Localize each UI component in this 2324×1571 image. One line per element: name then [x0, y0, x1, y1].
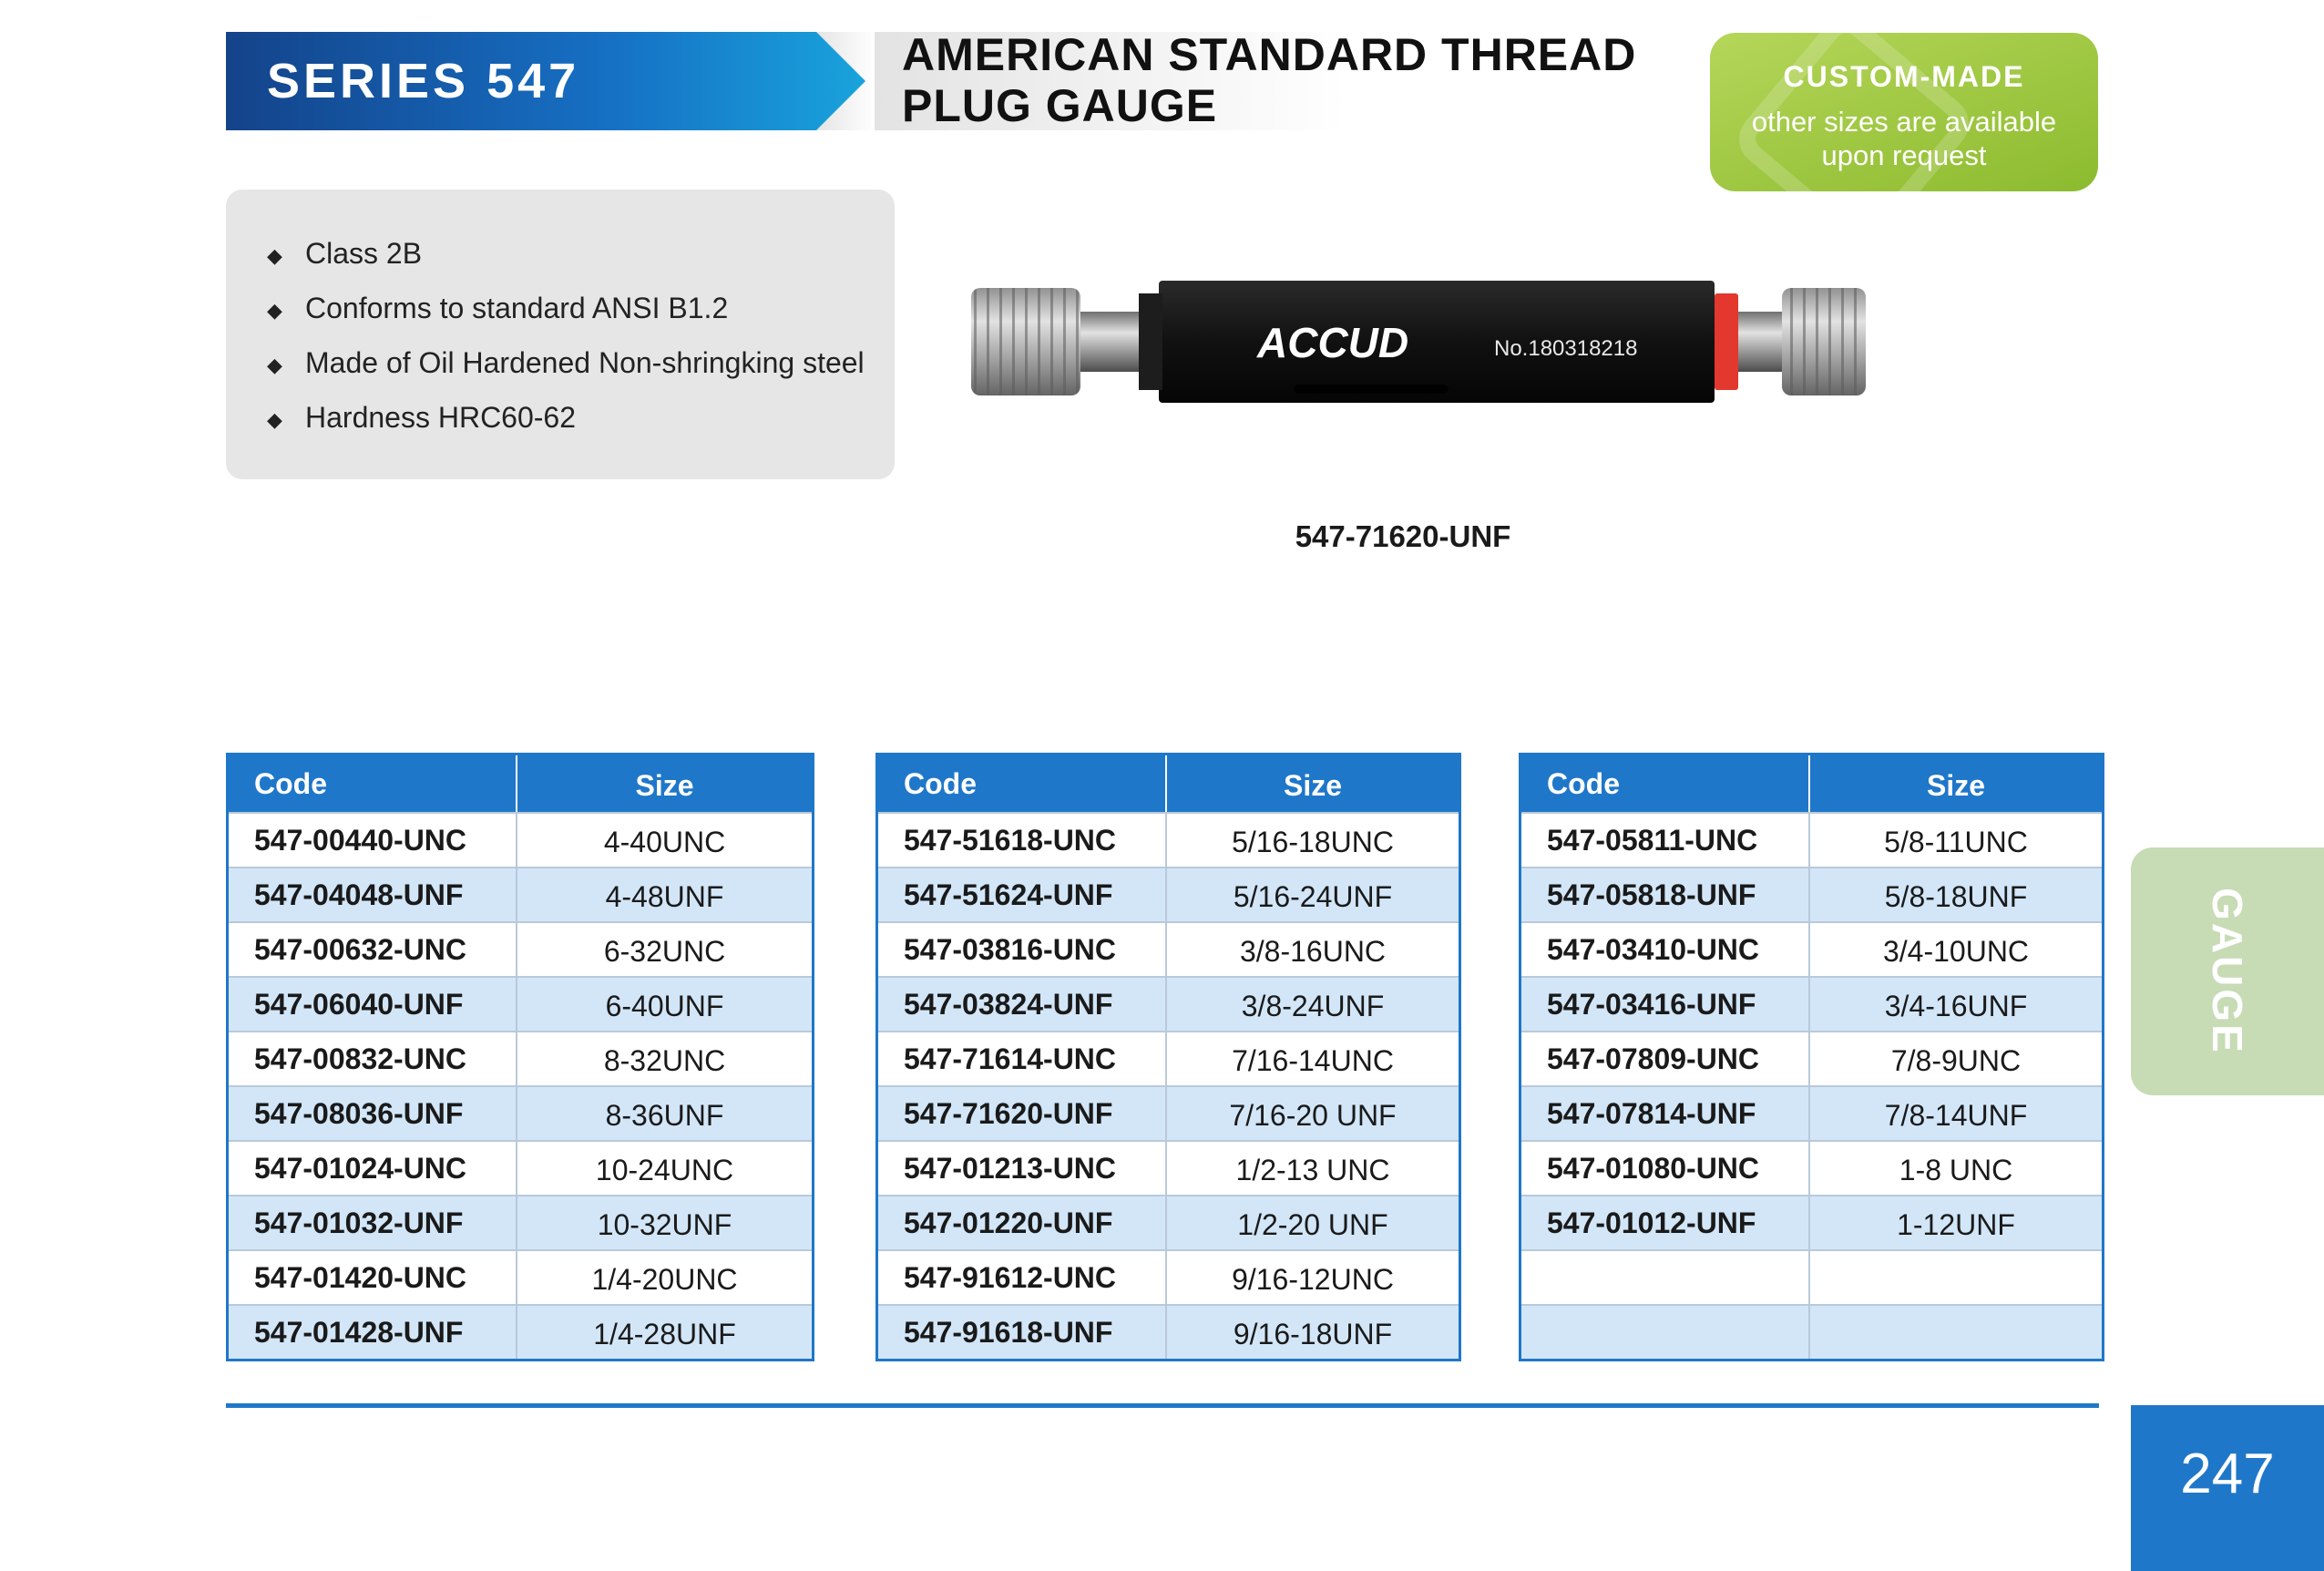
code-cell: 547-03816-UNC [878, 923, 1167, 976]
code-cell: 547-01428-UNF [229, 1306, 517, 1359]
column-header-code: Code [878, 755, 1167, 812]
code-cell: 547-07809-UNC [1521, 1032, 1810, 1085]
code-cell: 547-03416-UNF [1521, 978, 1810, 1031]
heading-line-2: PLUG GAUGE [902, 80, 1218, 131]
custom-made-text-2: upon request [1821, 139, 1987, 171]
code-cell [1521, 1251, 1810, 1304]
size-cell: 7/8-9UNC [1890, 1044, 2022, 1077]
size-cell: 8-32UNC [603, 1044, 726, 1077]
size-cell [1810, 1306, 2102, 1359]
code-cell: 547-05818-UNF [1521, 868, 1810, 921]
product-caption: 547-71620-UNF [1295, 519, 1511, 553]
size-table [226, 753, 814, 1361]
code-cell: 547-01420-UNC [229, 1251, 517, 1304]
code-cell: 547-51624-UNF [878, 868, 1167, 921]
feature-item: ◆ Hardness HRC60-62 [267, 401, 577, 434]
size-cell: 8-36UNF [605, 1099, 724, 1132]
table-row [878, 1249, 1459, 1304]
column-header-code: Code [1521, 755, 1810, 812]
table-row [878, 921, 1459, 976]
custom-made-title: CUSTOM-MADE [1783, 60, 2025, 93]
page-number-box [2131, 1405, 2324, 1571]
size-cell: 1/4-20UNC [591, 1263, 738, 1296]
table-row [229, 1195, 812, 1249]
size-table [1519, 753, 2104, 1361]
size-cell: 10-32UNF [597, 1208, 732, 1241]
table-row [229, 867, 812, 921]
table-row [878, 1304, 1459, 1359]
size-cell: 7/8-14UNF [1884, 1099, 2028, 1132]
code-cell: 547-01012-UNF [1521, 1196, 1810, 1249]
table-row [229, 921, 812, 976]
code-cell: 547-91618-UNF [878, 1306, 1167, 1359]
diamond-bullet-icon: ◆ [267, 353, 282, 376]
serial-number: No.180318218 [1494, 336, 1638, 361]
page-number: 247 [2180, 1443, 2275, 1505]
code-cell [1521, 1306, 1810, 1359]
size-cell: 6-32UNC [603, 935, 726, 968]
code-cell: 547-08036-UNF [229, 1087, 517, 1140]
code-cell: 547-71620-UNF [878, 1087, 1167, 1140]
size-cell: 3/8-16UNC [1239, 935, 1387, 968]
column-header-size: Size [635, 769, 694, 802]
size-cell: 7/16-20 UNF [1229, 1099, 1397, 1132]
column-header-code: Code [229, 755, 517, 812]
table-row [878, 1031, 1459, 1085]
no-go-thread [1782, 288, 1866, 395]
size-cell: 7/16-14UNC [1232, 1044, 1394, 1077]
feature-item: ◆ Class 2B [267, 237, 423, 270]
table-row [878, 976, 1459, 1031]
size-cell: 1/4-28UNF [593, 1318, 736, 1350]
table-row [1521, 867, 2102, 921]
go-thread [971, 288, 1080, 395]
size-cell: 10-24UNC [595, 1154, 734, 1186]
size-cell: 1/2-20 UNF [1237, 1208, 1388, 1241]
heading-line-1: AMERICAN STANDARD THREAD [902, 29, 1637, 80]
size-cell: 5/16-18UNC [1232, 826, 1394, 858]
size-cell: 5/16-24UNF [1233, 880, 1393, 913]
diamond-bullet-icon: ◆ [267, 243, 282, 267]
table-row [1521, 1085, 2102, 1140]
code-cell: 547-01080-UNC [1521, 1142, 1810, 1195]
table-row [229, 976, 812, 1031]
section-tab-gauge[interactable] [2131, 847, 2324, 1095]
size-cell: 3/8-24UNF [1241, 990, 1385, 1022]
table-row [229, 1140, 812, 1195]
page-heading [902, 29, 1636, 131]
column-header-size: Size [1926, 769, 1986, 802]
diamond-bullet-icon: ◆ [267, 407, 282, 431]
table-row [229, 1304, 812, 1359]
table-row [878, 1140, 1459, 1195]
size-cell: 3/4-10UNC [1882, 935, 2030, 968]
size-cell: 5/8-11UNC [1884, 826, 2028, 858]
size-cell: 6-40UNF [605, 990, 724, 1022]
table-row [1521, 1195, 2102, 1249]
code-cell: 547-00632-UNC [229, 923, 517, 976]
size-table [875, 753, 1461, 1361]
table-row [1521, 1140, 2102, 1195]
code-cell: 547-01032-UNF [229, 1196, 517, 1249]
code-cell: 547-04048-UNF [229, 868, 517, 921]
table-header [229, 755, 812, 812]
size-cell: 9/16-18UNF [1233, 1318, 1393, 1350]
code-cell: 547-01024-UNC [229, 1142, 517, 1195]
table-row [1521, 1031, 2102, 1085]
code-cell: 547-00832-UNC [229, 1032, 517, 1085]
table-row [1521, 1304, 2102, 1359]
custom-made-badge [1710, 33, 2098, 191]
size-cell: 1-12UNF [1897, 1208, 2015, 1241]
code-cell: 547-51618-UNC [878, 814, 1167, 867]
size-cell: 4-40UNC [603, 826, 726, 858]
code-cell: 547-00440-UNC [229, 814, 517, 867]
feature-item: ◆ Conforms to standard ANSI B1.2 [267, 292, 729, 324]
table-row [1521, 921, 2102, 976]
table-header [878, 755, 1459, 812]
table-header [1521, 755, 2102, 812]
size-cell [1810, 1251, 2102, 1304]
feature-item: ◆ Made of Oil Hardened Non-shringking steel [267, 346, 865, 379]
table-row [878, 1195, 1459, 1249]
feature-list [226, 190, 895, 479]
size-cell: 3/4-16UNF [1884, 990, 2028, 1022]
table-row [1521, 976, 2102, 1031]
table-row [878, 1085, 1459, 1140]
code-cell: 547-01213-UNC [878, 1142, 1167, 1195]
brand-logo: ACCUD [1257, 319, 1409, 366]
code-cell: 547-91612-UNC [878, 1251, 1167, 1304]
shank-right [1738, 312, 1782, 372]
column-header-size: Size [1283, 769, 1343, 802]
plug-gauge-image [966, 273, 1886, 410]
table-row [229, 1085, 812, 1140]
table-row [229, 1249, 812, 1304]
code-cell: 547-01220-UNF [878, 1196, 1167, 1249]
size-cell: 9/16-12UNC [1232, 1263, 1394, 1296]
code-cell: 547-06040-UNF [229, 978, 517, 1031]
shank-left [1080, 312, 1141, 372]
code-cell: 547-71614-UNC [878, 1032, 1167, 1085]
table-row [1521, 812, 2102, 867]
no-go-ring [1715, 293, 1738, 390]
diamond-bullet-icon: ◆ [267, 298, 282, 322]
size-cell: 5/8-18UNF [1884, 880, 2028, 913]
size-cell: 1/2-13 UNC [1235, 1154, 1390, 1186]
table-row [1521, 1249, 2102, 1304]
code-cell: 547-05811-UNC [1521, 814, 1810, 867]
footer-divider [226, 1403, 2099, 1408]
code-cell: 547-03824-UNF [878, 978, 1167, 1031]
size-cell: 1-8 UNC [1899, 1154, 2013, 1186]
table-row [878, 812, 1459, 867]
table-row [229, 1031, 812, 1085]
code-cell: 547-03410-UNC [1521, 923, 1810, 976]
size-cell: 4-48UNF [605, 880, 724, 913]
table-row [229, 812, 812, 867]
section-tab-label: GAUGE [2204, 888, 2251, 1055]
code-cell: 547-07814-UNF [1521, 1087, 1810, 1140]
table-row [878, 867, 1459, 921]
custom-made-text-1: other sizes are available [1751, 106, 2057, 138]
series-title: SERIES 547 [267, 54, 580, 108]
